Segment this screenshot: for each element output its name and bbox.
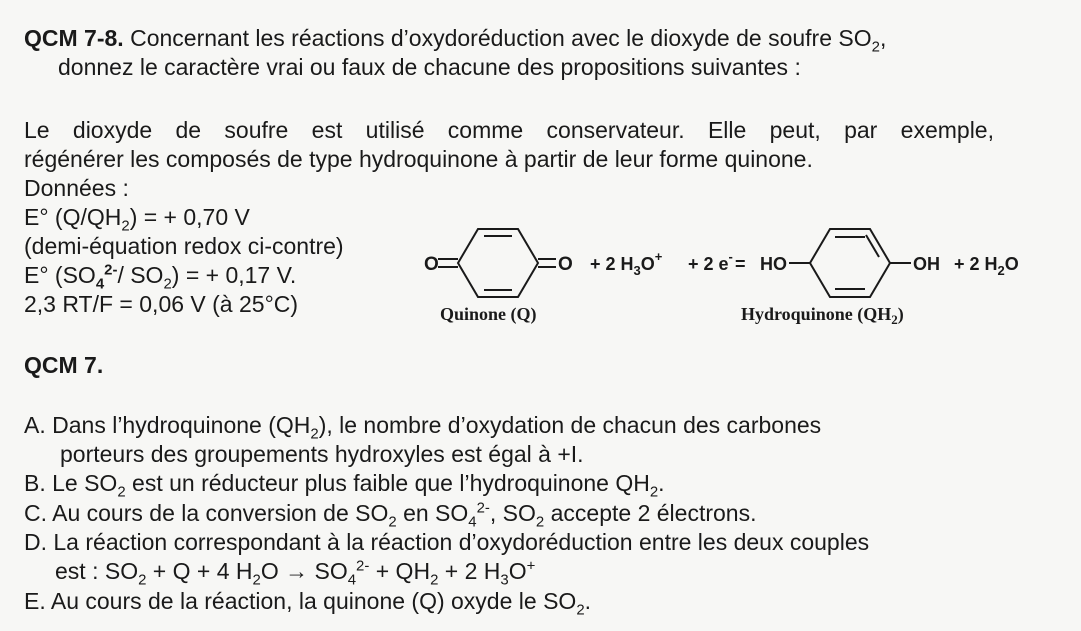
c-text-mid2: , SO bbox=[489, 500, 536, 526]
subscript: 2 bbox=[121, 217, 130, 235]
aromatic-bond-right bbox=[866, 235, 879, 257]
subscript: 2 bbox=[310, 425, 319, 443]
donnees-title: Données : bbox=[24, 175, 129, 201]
qcm-title: QCM 7. bbox=[24, 352, 104, 378]
e2-text: E° (SO bbox=[24, 262, 96, 288]
question-header bbox=[24, 25, 887, 56]
b-text-end: . bbox=[658, 470, 665, 496]
superscript: 2- bbox=[104, 261, 118, 279]
electron-term: + 2 e- bbox=[688, 249, 733, 274]
quinone-structure bbox=[438, 229, 556, 297]
e2-mid: / SO bbox=[117, 262, 164, 288]
potential-q-qh2 bbox=[24, 204, 250, 235]
a-text: A. Dans l’hydroquinone (QH bbox=[24, 412, 311, 438]
prompt-text: Concernant les réactions d’oxydoréduction avec le dioxyde de soufre SO bbox=[130, 25, 872, 51]
subscript: 2 bbox=[576, 601, 585, 619]
subscript: 4 bbox=[95, 275, 105, 293]
subscript: 4 bbox=[468, 513, 477, 531]
potential-so4-so2 bbox=[24, 261, 297, 293]
e-text: E. Au cours de la réaction, la quinone (Q) oxyde le SO bbox=[24, 588, 577, 614]
redox-equation-diagram bbox=[418, 214, 1038, 324]
e-text-end: . bbox=[584, 588, 592, 614]
a-text-end: ), le nombre d’oxydation de chacun des carbones bbox=[318, 412, 822, 438]
half-equation-note: (demi-équation redox ci-contre) bbox=[24, 233, 344, 259]
subscript: 2 bbox=[535, 513, 545, 531]
ho-group: HO bbox=[760, 254, 787, 274]
proposition-e bbox=[24, 588, 592, 619]
quinone-o-left: O bbox=[424, 254, 439, 275]
benzene-ring bbox=[810, 229, 890, 297]
e2-value: ) = + 0,17 V. bbox=[171, 262, 297, 288]
proposition-d-equation: est : $SO_2 + Q + 4$ $H_2O \to SO_4^{2-} + QH_2 + 2$ $H_3O^+$ bbox=[55, 557, 536, 589]
oh-group: OH bbox=[913, 254, 940, 274]
hydroquinone-label: Hydroquinone $(QH_2)$ bbox=[741, 304, 904, 324]
equals-sign: = bbox=[735, 254, 746, 274]
hydroquinone-structure bbox=[789, 229, 911, 297]
b-text-mid: est un réducteur plus faible que l’hydroquinone QH bbox=[125, 470, 650, 496]
water-term: + 2 $H_2O$ bbox=[954, 254, 1019, 278]
proposition-a bbox=[24, 412, 822, 443]
subscript: 2 bbox=[649, 483, 659, 501]
prompt-line-2: donnez le caractère vrai ou faux de chacune des propositions suivantes : bbox=[58, 54, 801, 80]
subscript: 2 bbox=[388, 513, 397, 531]
hydronium-term: + 2 $H_3O^+$ bbox=[590, 249, 663, 278]
proposition-d: D. La réaction correspondant à la réaction d’oxydoréduction entre les deux couples bbox=[24, 529, 870, 555]
c-text-mid: en SO bbox=[396, 500, 469, 526]
proposition-b bbox=[24, 470, 665, 501]
c-text-end: accepte 2 électrons. bbox=[544, 500, 757, 526]
e1-value: ) = + 0,70 V bbox=[129, 204, 250, 230]
quinone-ring bbox=[458, 229, 538, 297]
subscript: 2 bbox=[117, 483, 126, 501]
intro-line-2: régénérer les composés de type hydroquinone à partir de leur forme quinone. bbox=[24, 146, 813, 172]
quinone-label: Quinone (Q) bbox=[440, 304, 537, 324]
proposition-a-line-2: porteurs des groupements hydroxyles est égal à +I. bbox=[60, 441, 584, 467]
prompt-punct: , bbox=[879, 25, 887, 51]
b-text: B. Le SO bbox=[24, 470, 118, 496]
subscript: 2 bbox=[871, 38, 880, 56]
subscript: 2 bbox=[163, 275, 172, 293]
proposition-c bbox=[24, 499, 757, 531]
intro-line-1: Le dioxyde de soufre est utilisé comme conservateur. Elle peut, par exemple, bbox=[24, 117, 994, 143]
superscript: 2- bbox=[476, 499, 490, 517]
e1-text: E° (Q/QH bbox=[24, 204, 122, 230]
qcm-label: QCM 7-8. bbox=[24, 25, 124, 51]
quinone-o-right: O bbox=[558, 254, 573, 275]
c-text: C. Au cours de la conversion de SO bbox=[24, 500, 389, 526]
rtf-constant: 2,3 RT/F = 0,06 V (à 25°C) bbox=[24, 291, 299, 317]
